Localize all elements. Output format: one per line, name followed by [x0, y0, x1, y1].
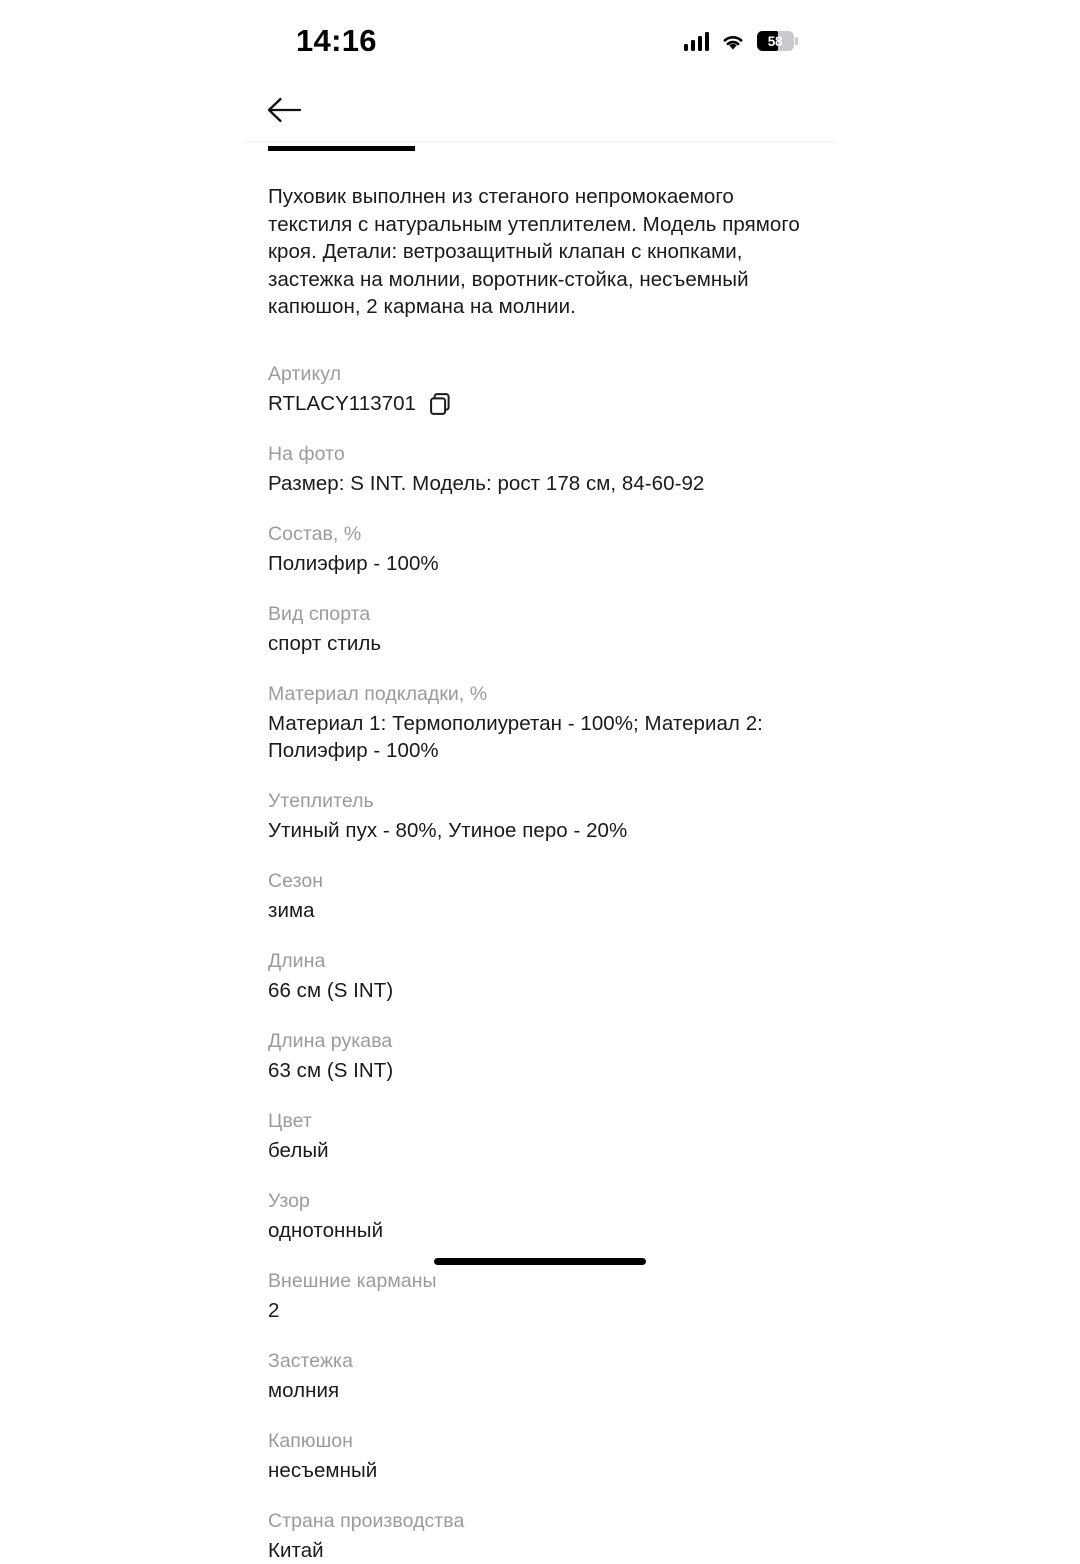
spec-value: Материал 1: Термополиуретан - 100%; Материал 2: Полиэфир - 100%: [268, 711, 763, 762]
status-bar-time: 14:16: [296, 23, 377, 58]
spec-row-insulation: [268, 789, 813, 844]
home-indicator[interactable]: [434, 1258, 646, 1265]
tab-divider: [245, 141, 835, 142]
spec-label: Цвет: [268, 1109, 312, 1132]
battery-cap: [795, 37, 798, 45]
spec-value: молния: [268, 1378, 340, 1402]
spec-label: Внешние карманы: [268, 1269, 437, 1292]
product-details-content: [268, 183, 813, 1564]
battery-icon: [757, 31, 794, 51]
spec-label: Состав, %: [268, 522, 362, 545]
navigation-bar: [240, 78, 840, 141]
spec-label: Длина рукава: [268, 1029, 393, 1052]
spec-label: Страна производства: [268, 1509, 465, 1532]
spec-value: однотонный: [268, 1218, 384, 1242]
cellular-signal-icon: [684, 32, 710, 51]
spec-label: Вид спорта: [268, 602, 371, 625]
spec-value: 2: [268, 1298, 280, 1322]
spec-label: На фото: [268, 442, 345, 465]
spec-row-color: [268, 1109, 813, 1164]
product-description: Пуховик выполнен из стеганого непромокаемого текстиля с натуральным утеплителем. Модель прямого кроя. Детали: ветрозащитный клапан с кнопками, застежка на молнии, воротник-стойка, несъемный капюшон, 2 кармана на молнии.: [268, 185, 800, 318]
spec-row-country-of-origin: [268, 1509, 813, 1564]
spec-row-sport-type: [268, 602, 813, 657]
spec-row-hood: [268, 1429, 813, 1484]
spec-row-on-photo: [268, 442, 813, 497]
spec-value-with-copy: [268, 390, 813, 417]
spec-value: зима: [268, 898, 315, 922]
spec-value: RTLACY113701: [268, 391, 416, 415]
status-bar: [240, 0, 840, 78]
battery-percent-label: 58: [767, 33, 783, 49]
spec-label: Длина: [268, 949, 326, 972]
spec-row-season: [268, 869, 813, 924]
spec-row-sleeve-length: [268, 1029, 813, 1084]
spec-value: спорт стиль: [268, 631, 382, 655]
specifications-list: [268, 362, 813, 1564]
spec-row-fastening: [268, 1349, 813, 1404]
spec-label: Утеплитель: [268, 789, 374, 812]
wifi-icon: [720, 32, 746, 51]
spec-value: 66 см (S INT): [268, 978, 394, 1002]
spec-row-pattern: [268, 1189, 813, 1244]
active-tab-indicator[interactable]: [268, 146, 415, 151]
spec-label: Застежка: [268, 1349, 353, 1372]
spec-value: Полиэфир - 100%: [268, 551, 439, 575]
copy-icon[interactable]: [430, 393, 450, 415]
spec-row-lining-material: [268, 682, 813, 764]
spec-value: несъемный: [268, 1458, 378, 1482]
spec-row-external-pockets: [268, 1269, 813, 1324]
spec-label: Капюшон: [268, 1429, 353, 1452]
spec-row-article: [268, 362, 813, 417]
spec-value: белый: [268, 1138, 329, 1162]
spec-row-composition: [268, 522, 813, 577]
spec-value: 63 см (S INT): [268, 1058, 394, 1082]
spec-value: Размер: S INT. Модель: рост 178 см, 84-60-92: [268, 471, 705, 495]
spec-label: Узор: [268, 1189, 310, 1212]
spec-label: Артикул: [268, 362, 342, 385]
status-bar-indicators: [684, 31, 795, 51]
spec-label: Материал подкладки, %: [268, 682, 488, 705]
spec-value: Утиный пух - 80%, Утиное перо - 20%: [268, 818, 628, 842]
spec-row-length: [268, 949, 813, 1004]
back-arrow-icon[interactable]: [266, 90, 310, 130]
spec-value: Китай: [268, 1538, 324, 1562]
spec-label: Сезон: [268, 869, 324, 892]
